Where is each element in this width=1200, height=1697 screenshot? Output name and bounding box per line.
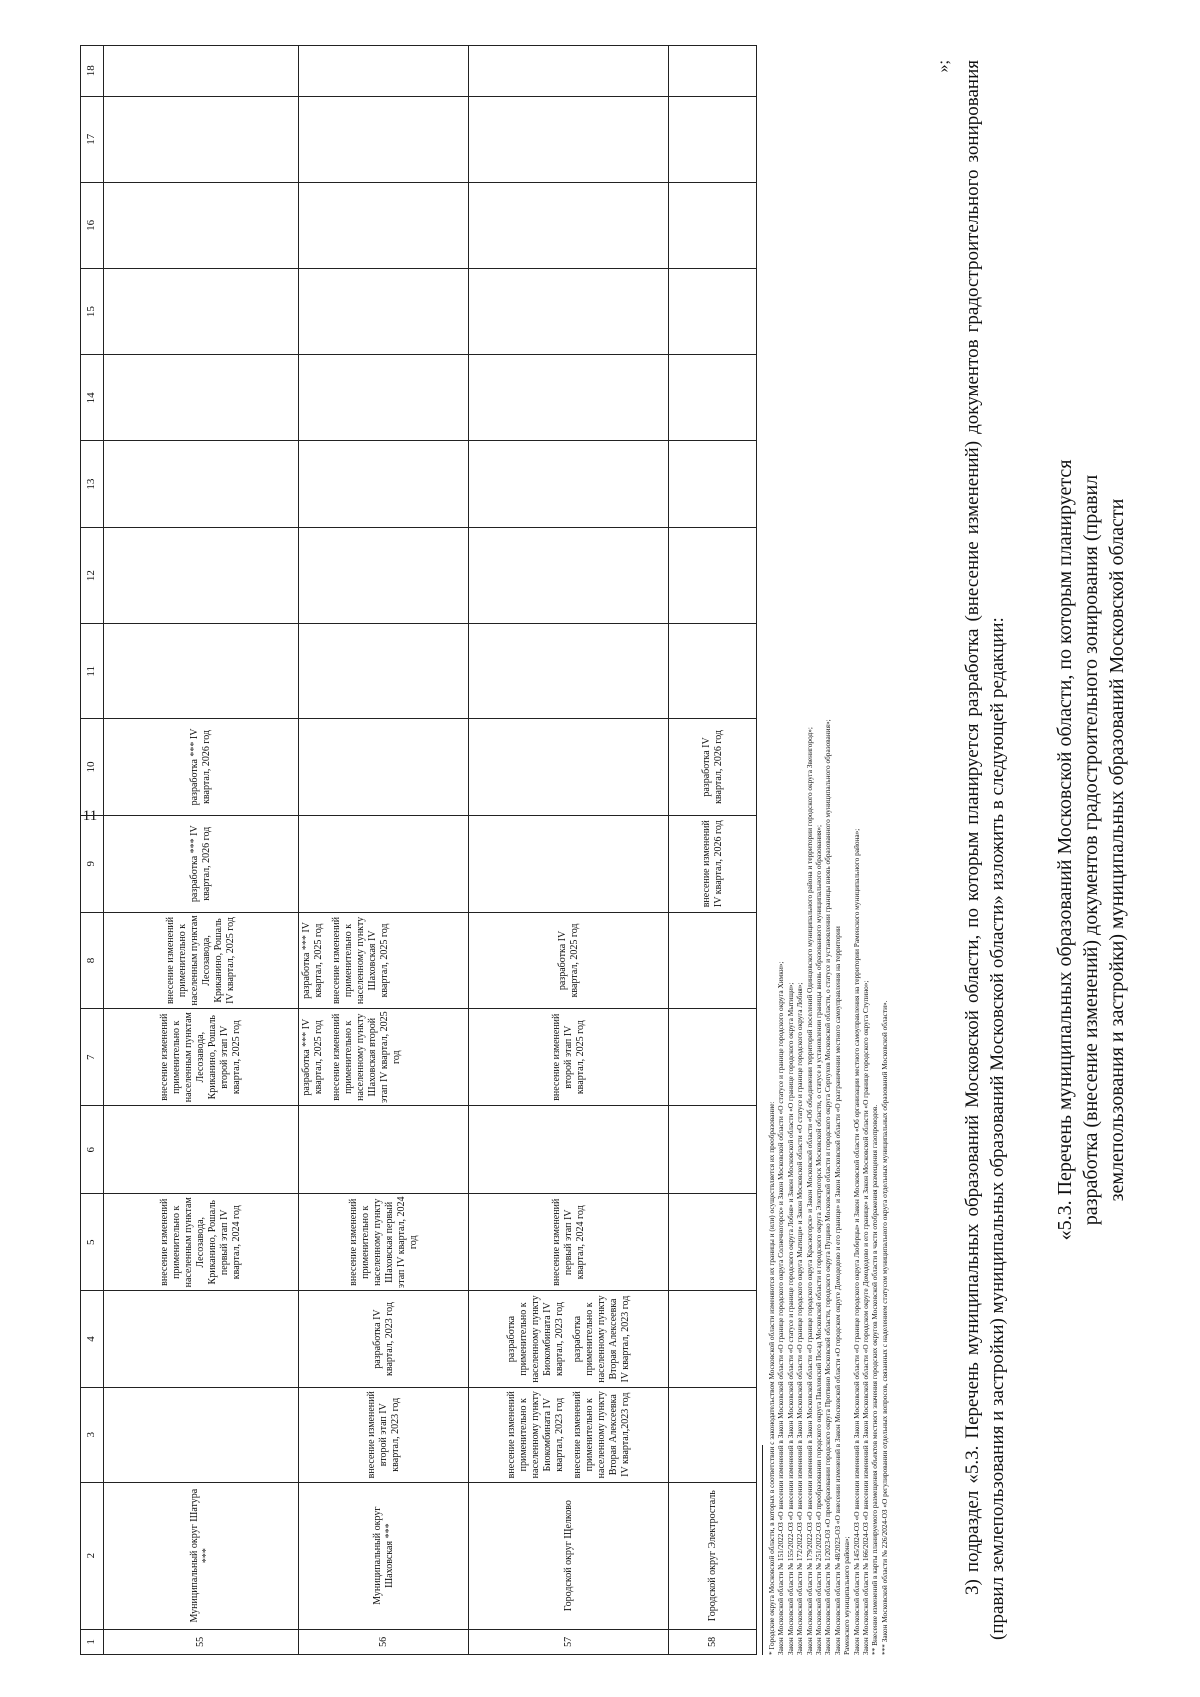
table-row [469,46,669,1655]
cell [299,355,469,441]
footnotes [762,45,889,1655]
cell [669,1009,757,1106]
municipality-name: Муниципальный округ Шатура *** [104,1482,299,1629]
cell: внесение изменений применительно к населенным пунктам Лесозавода, Криканино, Рошаль IV квартал, 2025 год [104,912,299,1009]
footnote-line: Закон Московской области № 179/2022-ОЗ «О внесении изменений в Закон Московской области «О границе городского округа Красногорск» и Закон Московской области «Об объединении территорий поселений Одинцовского муниципального района и территории городского округа Звенигород»; [804,727,814,1655]
cell [469,1387,669,1482]
cell [669,96,757,182]
footnote-line: Закон Московской области № 145/2024-ОЗ «О внесении изменений в Закон Московской области «О границе городского округа Люберцы» и Закон Московской области «Об организации местного самоуправления на территории Раменского муниципального района»; [851,828,861,1655]
cell [104,1387,299,1482]
cell [299,46,469,97]
row-number: 57 [469,1629,669,1654]
cell: разработка IV квартал, 2026 год [669,719,757,816]
cell: разработка *** IV квартал, 2026 год [104,719,299,816]
cell [104,182,299,268]
cell [669,1106,757,1194]
footnote-separator [762,1445,763,1655]
heading-line: «5.3. Перечень муниципальных образований Московской области, по которым планируется [1054,459,1076,1241]
cell [104,355,299,441]
cell [669,1387,757,1482]
cell: внесение изменений второй этап IV квартал, 2023 год [299,1387,469,1482]
row-number: 58 [669,1629,757,1654]
cell [469,269,669,355]
cell [669,527,757,624]
amendment-paragraph: 3) подраздел «5.3. Перечень муниципальных образований Московской области, по которым планируется разработка (внесение изменений) документов градостроительного зонирования (правил землепользования и застройки) муниципальных образований Московской области» изложить в следующей редакции: [962,60,1008,1640]
cell [299,441,469,527]
footnote-line: *** Закон Московской области № 226/2024-ОЗ «О регулировании отдельных вопросов, связанных с наделением статусом муниципального округа отдельных муниципальных образований Московской области». [879,1000,889,1655]
cell [669,269,757,355]
heading-line: землепользования и застройки) муниципальных образований Московской области [1106,498,1128,1202]
footnote-line: Закон Московской области № 166/2024-ОЗ «О внесении изменений в Закон Московской области «О городском округе Домодедово и его границе» и Закон Московской области «О границе городского округа Ступино»; [861,980,871,1655]
cell [299,182,469,268]
cell-entry: внесение изменений применительно к населенному пункту Шаховская второй этап IV квартал, 2025 год [331,1011,402,1103]
footnote-line: ** Внесение изменений в карты планируемого размещения объектов местного значения городских округов Московской области в части отображения размещения газопроводов. [870,1104,880,1655]
cell [669,46,757,97]
header-cell: 8 [81,912,104,1009]
cell [299,96,469,182]
cell [469,182,669,268]
cell [299,527,469,624]
header-cell: 4 [81,1291,104,1388]
cell [104,624,299,719]
footnote-line: * Городские округа Московской области, в которых в соответствии с законодательством Московской области изменяются их границы и (или) осуществляется их преобразование: [767,1101,776,1655]
municipality-name: Городской округ Электросталь [669,1482,757,1629]
header-cell: 5 [81,1194,104,1291]
header-cell: 18 [81,46,104,97]
rotated-page-content [80,20,1190,1680]
cell [104,46,299,97]
cell [469,1291,669,1388]
footnote-line: Закон Московской области № 155/2022-ОЗ «О внесении изменений в Закон Московской области «О статусе и границе городского округа Лобня» и Закон Московской области «О границе городского округа Мытищи»; [785,982,795,1655]
footnote-line: Раменского муниципального района»; [842,1536,852,1655]
cell-entry: разработка *** IV квартал, 2025 год [301,922,324,999]
header-cell: 1 [81,1629,104,1654]
cell: внесение изменений применительно к населенным пунктам Лесозавода, Криканино, Рошаль первый этап IV квартал, 2024 год [104,1194,299,1291]
header-cell: 12 [81,527,104,624]
cell [469,527,669,624]
header-cell: 13 [81,441,104,527]
header-cell: 3 [81,1387,104,1482]
cell [299,719,469,816]
cell-entry: внесение изменений применительно к населенному пункту Биокомбината IV квартал, 2023 год [505,1391,565,1479]
header-cell: 7 [81,1009,104,1106]
row-number: 55 [104,1629,299,1654]
section-heading [1052,20,1130,1680]
footnote-line: Закон Московской области № 251/2022-ОЗ «О преобразовании городского округа Павловский Посад Московской области и городского округа Электрогорск Московской области, о статусе и установлении границы вновь образованного муниципального образования»; [814,824,824,1655]
cell: разработка IV квартал, 2023 год [299,1291,469,1388]
header-cell: 9 [81,815,104,912]
cell [299,1009,469,1106]
heading-line: разработка (внесение изменений) документов градостроительного зонирования (правил [1080,474,1102,1226]
cell: разработка IV квартал, 2025 год [469,912,669,1009]
cell: внесение изменений первый этап IV квартал, 2024 год [469,1194,669,1291]
header-cell: 2 [81,1482,104,1629]
cell-entry: разработка применительно к населенному пункту Биокомбината IV квартал, 2023 год [505,1295,565,1383]
header-cell: 15 [81,269,104,355]
cell [669,441,757,527]
cell [299,624,469,719]
cell [469,96,669,182]
schedule-table [80,45,757,1655]
cell [669,624,757,719]
municipality-name: Городской округ Щелково [469,1482,669,1629]
cell: разработка *** IV квартал, 2026 год [104,815,299,912]
cell [104,527,299,624]
cell: внесение изменений второй этап IV квартал, 2025 год [469,1009,669,1106]
cell [104,441,299,527]
cell [299,269,469,355]
cell [469,441,669,527]
cell [104,96,299,182]
cell: внесение изменений применительно к населенным пунктам Лесозавода, Криканино, Рошаль второй этап IV квартал, 2025 год [104,1009,299,1106]
row-number: 56 [299,1629,469,1654]
cell [469,815,669,912]
header-cell: 6 [81,1106,104,1194]
footnote-line: Закон Московской области № 172/2022-ОЗ «О внесении изменений в Закон Московской области «О границе городского округа Мытищи» и Закон Московской области «О статусе и границе городского округа Лобня»; [795,982,805,1655]
cell-entry: разработка применительно к населенному пункту Вторая Алексеевка IV квартал, 2023 год [571,1295,631,1383]
cell [104,1106,299,1194]
municipality-name: Муниципальный округ Шаховская *** [299,1482,469,1629]
header-cell: 16 [81,182,104,268]
cell: внесение изменений применительно к населенному пункту Шаховская первый этап IV квартал, 2024 год [299,1194,469,1291]
cell [669,355,757,441]
cell [299,1106,469,1194]
header-cell: 14 [81,355,104,441]
header-row [81,46,104,1655]
cell [469,355,669,441]
footnote-line: Закон Московской области № 1/2023-ОЗ «О преобразовании городского округа Протвино Московской области, городского округа Пущино Московской области и городского округа Серпухов Московской области, о статусе и установлении границы вновь образованного муниципального образования»; [823,719,833,1655]
table-row [104,46,299,1655]
footnote-line: Закон Московской области № 48/2023-ОЗ «О внесении изменений в Закон Московской области «О городском округе Домодедово и его границе» и Закон Московской области «О разграничении местного самоуправления на территории [832,926,842,1655]
header-cell: 11 [81,624,104,719]
footnote-line: Закон Московской области № 151/2022-ОЗ «О внесении изменений в Закон Московской области «О границе городского округа Солнечногорск» и Закон Московской области «О статусе и границе городского округа Химки»; [776,961,786,1655]
cell [104,1291,299,1388]
cell [104,269,299,355]
cell [469,1106,669,1194]
header-cell: 10 [81,719,104,816]
closing-quote: »; [935,60,952,73]
table-row [299,46,469,1655]
cell [669,182,757,268]
cell [469,624,669,719]
cell: внесение изменений IV квартал, 2026 год [669,815,757,912]
header-cell: 17 [81,96,104,182]
cell [669,912,757,1009]
cell-entry: разработка *** IV квартал, 2025 год [301,1018,324,1096]
cell [669,1194,757,1291]
cell [669,1291,757,1388]
page-number: 11 [82,808,98,824]
cell-entry: внесение изменений применительно к населенному пункту Вторая Алексеевка IV квартал,2023 год [571,1391,631,1479]
table-row [669,46,757,1655]
cell [469,719,669,816]
cell [469,46,669,97]
cell [299,815,469,912]
cell [299,912,469,1009]
cell-entry: внесение изменений применительно к населенному пункту Шаховская IV квартал, 2025 год [331,916,390,1005]
